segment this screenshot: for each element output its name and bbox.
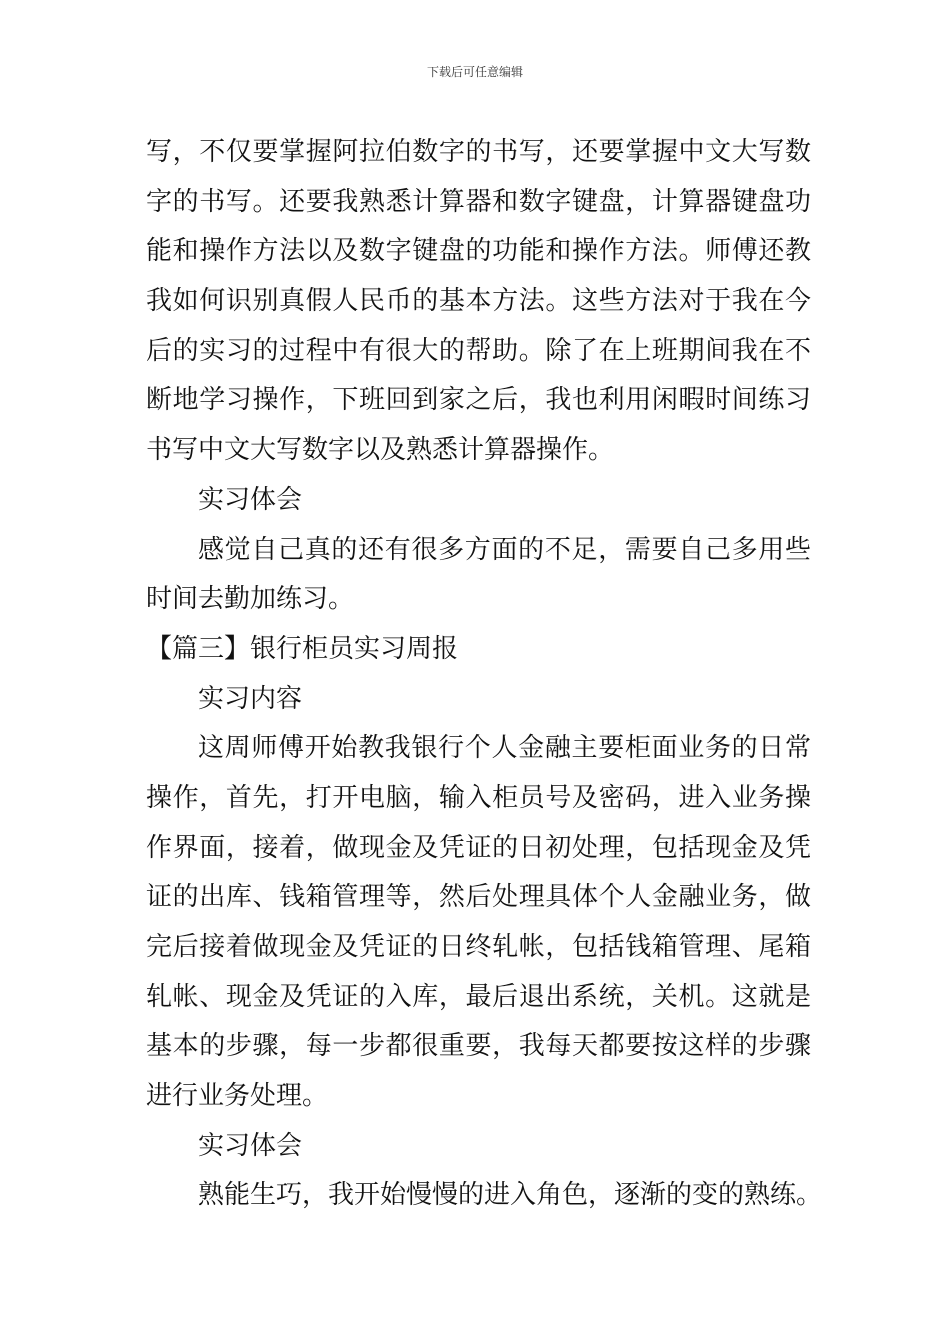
text-line: 时间去勤加练习。 <box>146 584 355 615</box>
text-line: 基本的步骤，每一步都很重要，我每天都要按这样的步骤 <box>146 1031 811 1062</box>
text-line: 证的出库、钱箱管理等，然后处理具体个人金融业务，做 <box>146 882 811 913</box>
text-line: 写，不仅要掌握阿拉伯数字的书写，还要掌握中文大写数 <box>146 137 811 167</box>
text-line: 完后接着做现金及凭证的日终轧帐，包括钱箱管理、尾箱 <box>146 932 811 962</box>
text-line: 进行业务处理。 <box>146 1081 329 1112</box>
text-line: 字的书写。还要我熟悉计算器和数字键盘，计算器键盘功 <box>146 186 811 217</box>
text-line: 作界面，接着，做现金及凭证的日初处理，包括现金及凭 <box>146 832 811 863</box>
text-line: 断地学习操作，下班回到家之后，我也利用闲暇时间练习 <box>146 385 811 416</box>
text-line: 操作，首先，打开电脑，输入柜员号及密码，进入业务操 <box>146 782 811 813</box>
chapter-title: 【篇三】银行柜员实习周报 <box>146 633 459 664</box>
text-line: 书写中文大写数字以及熟悉计算器操作。 <box>146 435 615 466</box>
section-heading: 实习内容 <box>198 683 303 714</box>
text-line: 感觉自己真的还有很多方面的不足，需要自己多用些 <box>198 534 811 565</box>
text-line: 能和操作方法以及数字键盘的功能和操作方法。师傅还教 <box>146 236 811 267</box>
text-line: 这周师傅开始教我银行个人金融主要柜面业务的日常 <box>198 733 811 764</box>
text-line: 熟能生巧，我开始慢慢的进入角色，逐渐的变的熟练。 <box>198 1180 823 1211</box>
document-body <box>146 128 823 1221</box>
text-line: 后的实习的过程中有很大的帮助。除了在上班期间我在不 <box>146 335 811 366</box>
text-line: 轧帐、现金及凭证的入库，最后退出系统，关机。这就是 <box>146 981 811 1012</box>
page-header: 下载后可任意编辑 <box>426 65 523 79</box>
section-heading: 实习体会 <box>198 1130 303 1161</box>
text-line: 我如何识别真假人民币的基本方法。这些方法对于我在今 <box>146 286 811 317</box>
section-heading: 实习体会 <box>198 484 303 515</box>
